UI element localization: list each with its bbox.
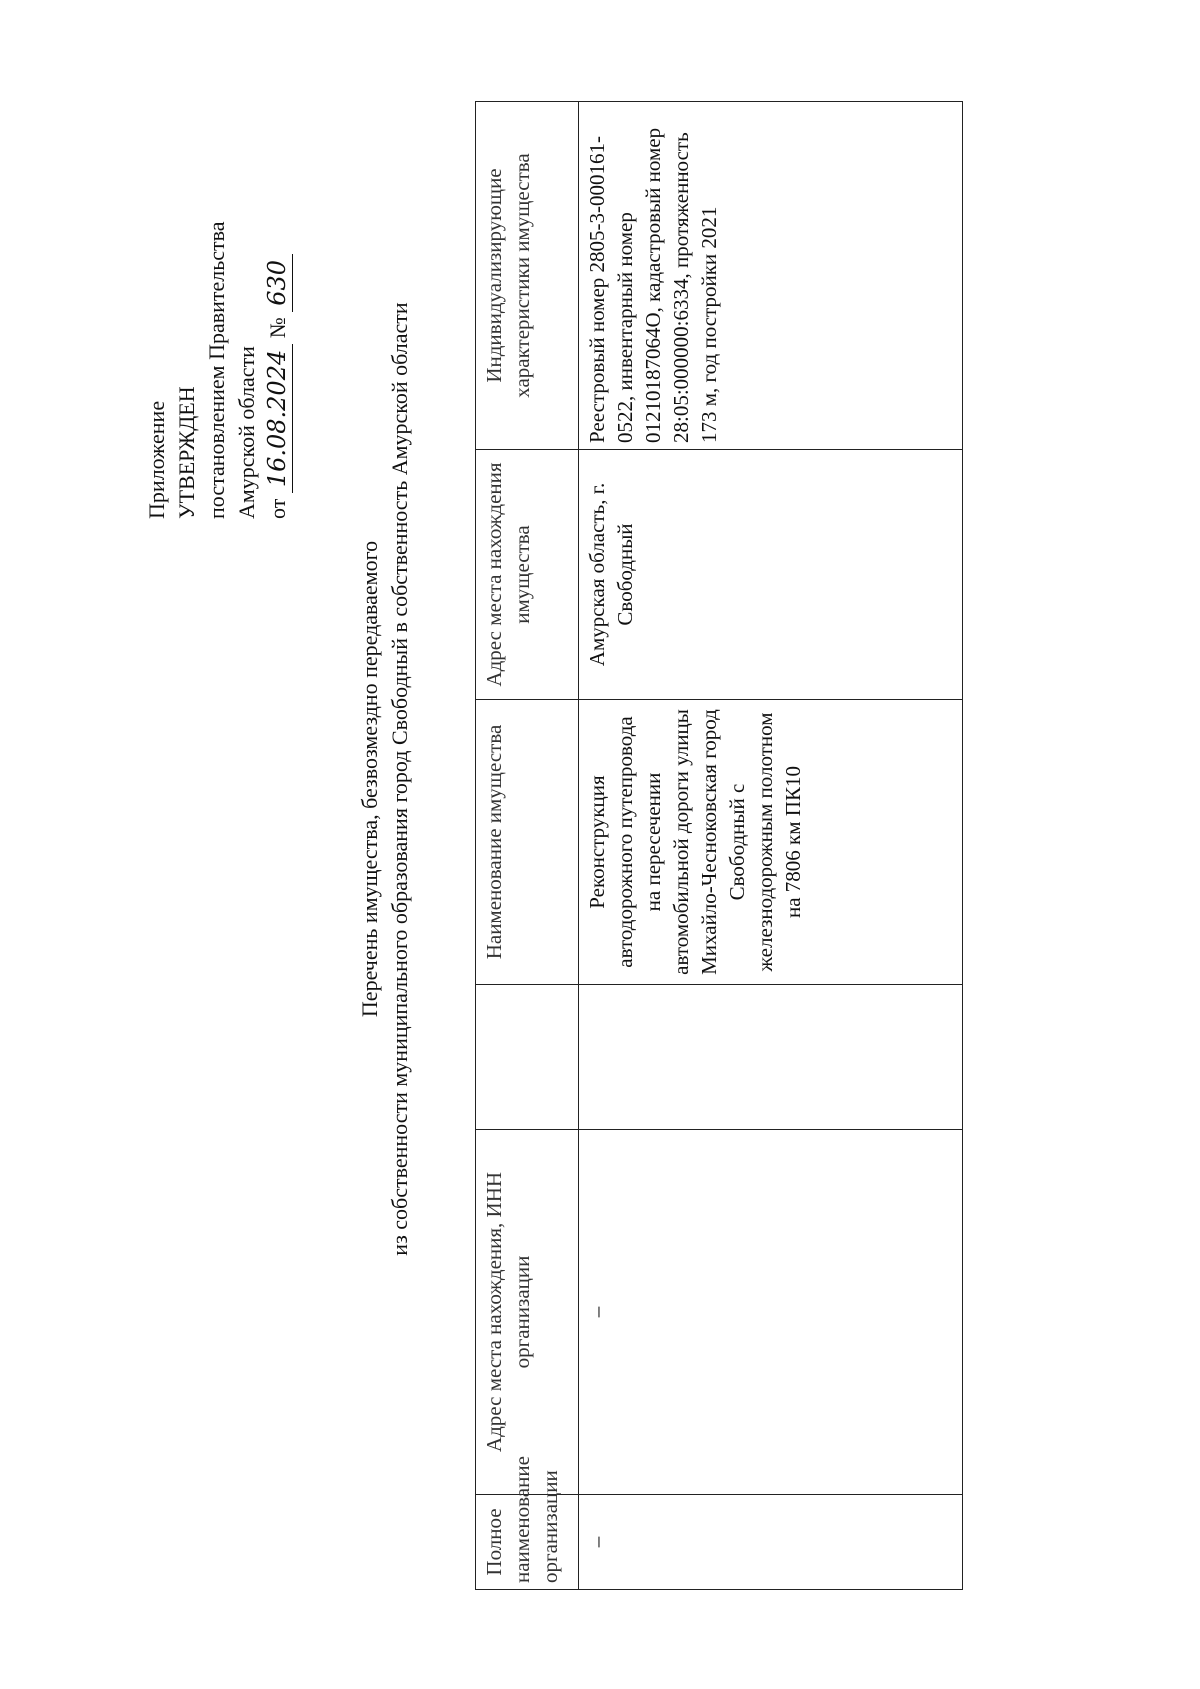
handwritten-number: 630 [262, 254, 293, 312]
date-prefix: от [265, 498, 290, 519]
approval-block [142, 49, 293, 519]
header-cell-org-name: Полное наименование организации [476, 1495, 579, 1590]
cell-org-address: – [579, 1130, 963, 1495]
cell-org-name: – [579, 1495, 963, 1590]
date-number-line [262, 49, 293, 519]
resolution-label: постановлением Правительства [204, 221, 229, 519]
title-line-1: Перечень имущества, безвозмездно передаваемого [357, 540, 382, 1018]
header-cell-property-address: Адрес места нахождения имущества [476, 450, 579, 700]
cell-property-address: Амурская область, г. Свободный [579, 450, 963, 700]
header-cell-characteristics: Индивидуализирующие характеристики имущества [476, 102, 579, 450]
approved-label: УТВЕРЖДЕН [174, 386, 199, 519]
cell-characteristics: Реестровый номер 2805-3-000161-0522, инвентарный номер 01210187064О, кадастровый номер 28:05:000000:6334, протяженность 173 м, год постройки 2021 [579, 102, 963, 450]
table-header-row [476, 102, 579, 1590]
region-label: Амурской области [234, 346, 259, 519]
appendix-label: Приложение [144, 400, 169, 519]
cell-spacer [579, 985, 963, 1130]
cell-property-name: Реконструкция автодорожного путепровода на пересечении автомобильной дороги улицы Михайло-Чесноковская город Свободный с железнодорожным полотном на 7806 км ПК10 [579, 700, 963, 985]
title-line-2: из собственности муниципального образования город Свободный в собственность Амурской области [387, 302, 412, 1256]
handwritten-date: 16.08.2024 [262, 344, 293, 493]
property-table [475, 101, 963, 1590]
number-prefix: № [265, 317, 290, 339]
table-row [579, 102, 963, 1590]
header-cell-property-name: Наименование имущества [476, 700, 579, 985]
header-cell-spacer [476, 985, 579, 1130]
document-title [355, 119, 415, 1439]
header-cell-org-address: Адрес места нахождения, ИНН организации [476, 1130, 579, 1495]
